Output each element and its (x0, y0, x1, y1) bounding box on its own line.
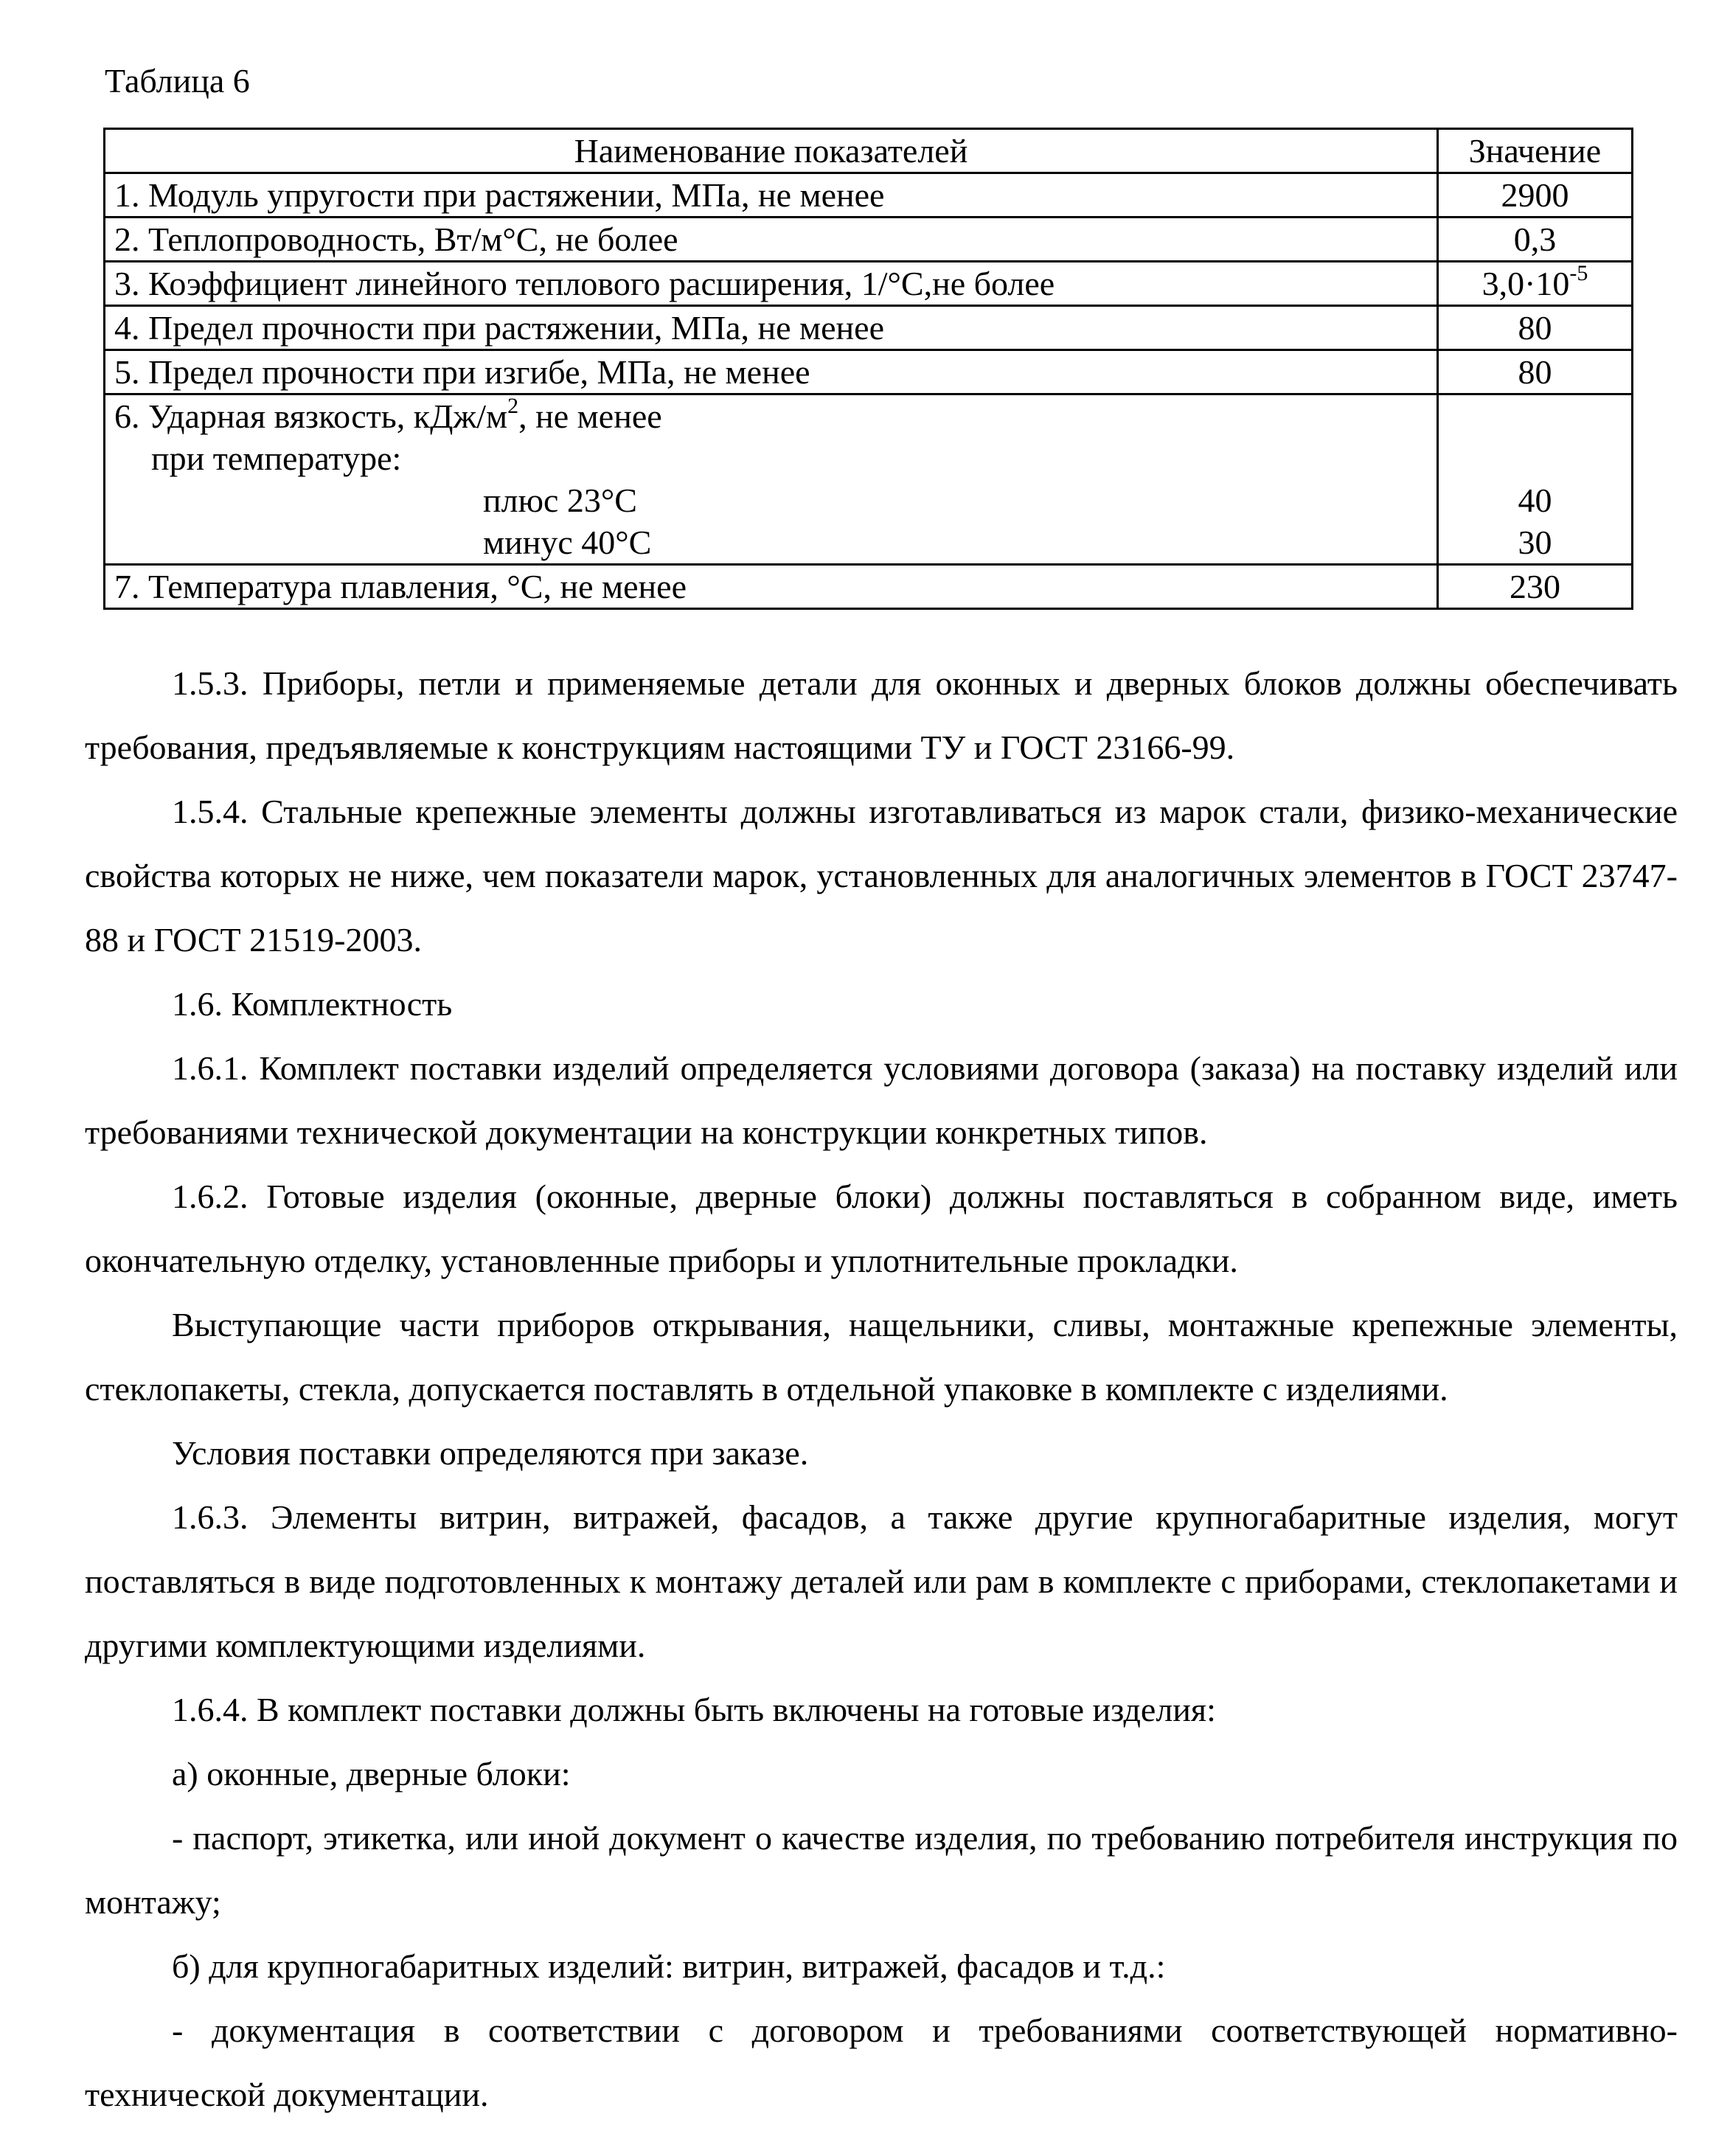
impact-title (114, 395, 1428, 437)
properties-table (103, 128, 1633, 610)
list-heading: б) для крупногабаритных изделий: витрин, витражей, фасадов и т.д.: (172, 1947, 1166, 1985)
impact-sub-label: минус 40°С (483, 524, 652, 561)
table-header-row (105, 129, 1633, 173)
paragraph: Выступающие части приборов открывания, нащельники, сливы, монтажные крепежные элементы, стеклопакеты, стекла, допускается поставлять в отдельной упаковке в комплекте с изделиями. (85, 1306, 1678, 1408)
table-row-impact (105, 394, 1633, 565)
document-body (85, 651, 1678, 2127)
row-value: 230 (1438, 565, 1633, 609)
paragraph: 1.6.1. Комплект поставки изделий определяется условиями договора (заказа) на поставку изделий или требованиями технической документации на конструкции конкретных типов. (85, 1049, 1678, 1151)
row-value: 80 (1438, 306, 1633, 350)
table-row (105, 262, 1633, 306)
table-caption: Таблица 6 (105, 62, 250, 100)
row-name: 4. Предел прочности при растяжении, МПа, не менее (105, 306, 1438, 350)
impact-title-exponent: 2 (507, 394, 519, 418)
table-row (105, 306, 1633, 350)
section-heading: 1.6. Комплектность (172, 985, 453, 1023)
paragraph: 1.6.2. Готовые изделия (оконные, дверные блоки) должны поставляться в собранном виде, иметь окончательную отделку, установленные приборы и уплотнительные прокладки. (85, 1178, 1678, 1279)
table-row (105, 565, 1633, 609)
impact-title-tail: , не менее (518, 397, 662, 435)
list-item: - паспорт, этикетка, или иной документ о качестве изделия, по требованию потребителя инструкция по монтажу; (85, 1819, 1678, 1921)
row-value: 80 (1438, 350, 1633, 394)
impact-sub-label: плюс 23°С (483, 481, 637, 519)
list-heading: а) оконные, дверные блоки: (172, 1755, 571, 1792)
paragraph: 1.5.3. Приборы, петли и применяемые детали для оконных и дверных блоков должны обеспечивать требования, предъявляемые к конструкциям настоящими ТУ и ГОСТ 23166-99. (85, 664, 1678, 766)
table-row (105, 350, 1633, 394)
row-value: 0,3 (1438, 218, 1633, 262)
value-base: 3,0·10 (1481, 265, 1570, 302)
header-value: Значение (1438, 129, 1633, 173)
row-name: 1. Модуль упругости при растяжении, МПа, не менее (105, 173, 1438, 218)
table-row (105, 218, 1633, 262)
paragraph: 1.5.4. Стальные крепежные элементы должны изготавливаться из марок стали, физико-механические свойства которых не ниже, чем показатели марок, установленных для аналогичных элементов в ГОСТ 23747-88 и ГОСТ 21519-2003. (85, 793, 1678, 959)
row-name: 3. Коэффициент линейного теплового расширения, 1/°С,не более (105, 262, 1438, 306)
list-item: - документация в соответствии с договором и требованиями соответствующей нормативно-технической документации. (85, 2011, 1678, 2113)
row-name: 2. Теплопроводность, Вт/м°С, не более (105, 218, 1438, 262)
paragraph: 1.6.3. Элементы витрин, витражей, фасадов, а также другие крупногабаритные изделия, могут поставляться в виде подготовленных к монтажу деталей или рам в комплекте с приборами, стеклопакетами и другими комплектующими изделиями. (85, 1498, 1678, 1664)
impact-sub-value: 30 (1518, 524, 1552, 561)
impact-sub-value: 40 (1518, 481, 1552, 519)
impact-name-cell (105, 394, 1438, 565)
row-name: 7. Температура плавления, °С, не менее (105, 565, 1438, 609)
paragraph: 1.6.4. В комплект поставки должны быть включены на готовые изделия: (172, 1691, 1216, 1728)
impact-title-main: 6. Ударная вязкость, кДж/м (114, 397, 508, 435)
row-name: 5. Предел прочности при изгибе, МПа, не менее (105, 350, 1438, 394)
impact-value-cell (1438, 394, 1633, 565)
value-exponent: -5 (1569, 261, 1588, 285)
table-row (105, 173, 1633, 218)
row-value: 2900 (1438, 173, 1633, 218)
impact-temp-label: при температуре: (151, 439, 402, 477)
row-value (1438, 262, 1633, 306)
header-name: Наименование показателей (105, 129, 1438, 173)
paragraph: Условия поставки определяются при заказе. (172, 1434, 809, 1472)
